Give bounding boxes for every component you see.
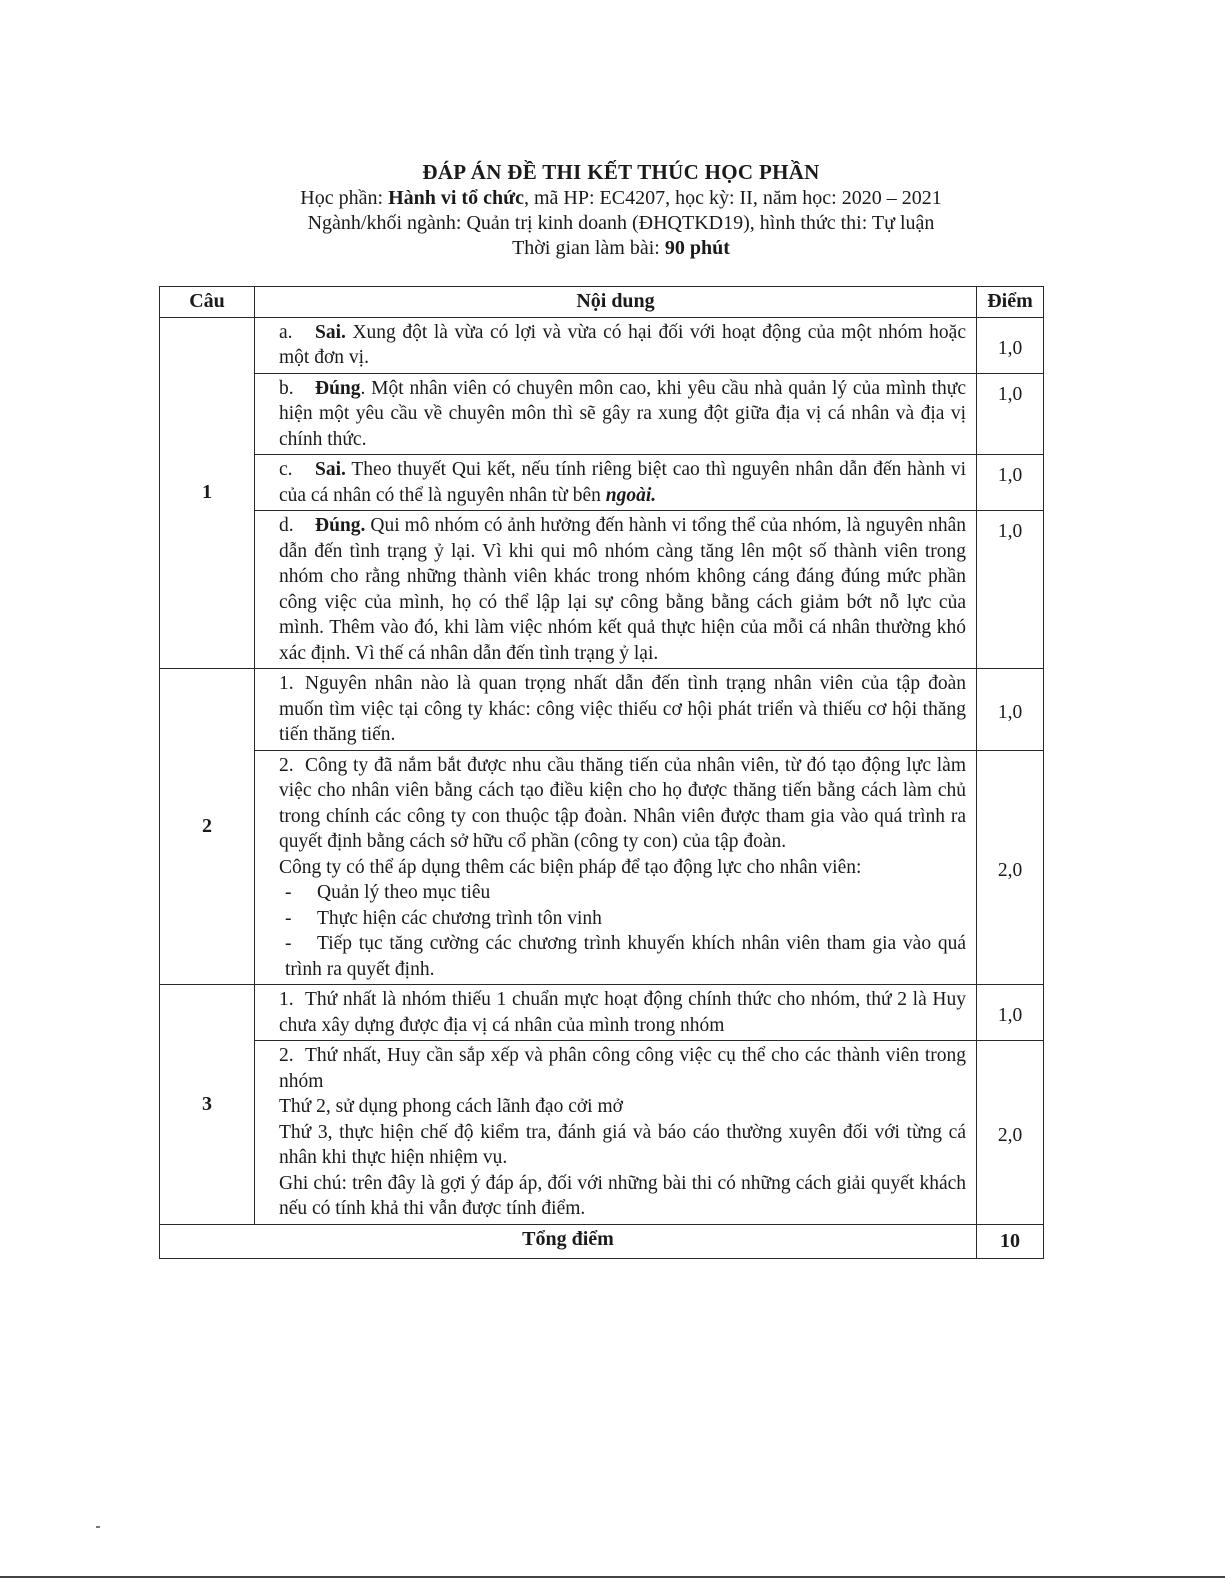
header-score: Điểm bbox=[977, 287, 1044, 318]
total-row bbox=[160, 1224, 1044, 1259]
answer-content: 1. Nguyên nhân nào là quan trọng nhất dẫn đến tình trạng nhân viên của tập đoàn muốn tìm việc tại công ty khác: công việc thiếu cơ hội phát triển và thiếu cơ hội thăng tiến thăng tiến. bbox=[255, 669, 977, 751]
time-value: 90 phút bbox=[664, 237, 730, 259]
major-line: Ngành/khối ngành: Quản trị kinh doanh (ĐHQTKD19), hình thức thi: Tự luận bbox=[307, 212, 935, 234]
answer-content: 2. Thứ nhất, Huy cần sắp xếp và phân công công việc cụ thể cho các thành viên trong nhóm Thứ 2, sử dụng phong cách lãnh đạo cởi mở Thứ 3, thực hiện chế độ kiểm tra, đánh giá và báo cáo thường xuyên đối với từng cá nhân khi thực hiện nhiệm vụ. Ghi chú: trên đây là gợi ý đáp áp, đối với những bài thi có những cách giải quyết khách nếu có tính khả thi vẫn được tính điểm. bbox=[255, 1041, 977, 1225]
question-number: 2 bbox=[160, 669, 255, 985]
answer-score: 1,0 bbox=[977, 373, 1044, 455]
header-question: Câu bbox=[160, 287, 255, 318]
course-name: Hành vi tổ chức bbox=[388, 187, 524, 209]
course-prefix: Học phần: bbox=[300, 187, 389, 209]
answer-content: c. Sai. Theo thuyết Qui kết, nếu tính riêng biệt cao thì nguyên nhân dẫn đến hành vi của cá nhân có thể là nguyên nhân từ bên ngoài. bbox=[255, 455, 977, 511]
table-header-row bbox=[160, 287, 1044, 318]
total-label: Tổng điểm bbox=[160, 1224, 977, 1259]
answer-note: Ghi chú: trên đây là gợi ý đáp áp, đối với những bài thi có những cách giải quyết khách nếu có tính khả thi vẫn được tính điểm. bbox=[279, 1172, 966, 1219]
scan-mark bbox=[96, 1526, 100, 1528]
document-header bbox=[160, 158, 1082, 261]
answer-score: 1,0 bbox=[977, 669, 1044, 751]
answer-content: 1. Thứ nhất là nhóm thiếu 1 chuẩn mực hoạt động chính thức cho nhóm, thứ 2 là Huy chưa xây dựng được địa vị cá nhân của mình trong nhóm bbox=[255, 985, 977, 1041]
question-number: 3 bbox=[160, 985, 255, 1225]
answer-score: 1,0 bbox=[977, 317, 1044, 373]
table-row bbox=[160, 455, 1044, 511]
answer-content: d. Đúng. Qui mô nhóm có ảnh hưởng đến hành vi tổng thể của nhóm, là nguyên nhân dẫn đến tình trạng ỷ lại. Vì khi qui mô nhóm càng tăng lên một số thành viên trong nhóm cho rằng những thành viên khác trong nhóm không cáng đáng đúng mức phần công việc của mình, họ có thể lập lại sự công bằng bằng cách giảm bớt nỗ lực của mình. Thêm vào đó, khi làm việc nhóm kết quả thực hiện của mỗi cá nhân thường khó xác định. Vì thế cá nhân dẫn đến tình trạng ỷ lại. bbox=[255, 511, 977, 669]
answer-score: 1,0 bbox=[977, 455, 1044, 511]
table-row bbox=[160, 669, 1044, 751]
list-item: - Tiếp tục tăng cường các chương trình khuyến khích nhân viên tham gia vào quá trình ra quyết định. bbox=[285, 933, 966, 980]
answer-score: 2,0 bbox=[977, 1041, 1044, 1225]
table-row bbox=[160, 317, 1044, 373]
table-row bbox=[160, 750, 1044, 985]
answer-table bbox=[159, 286, 1044, 1259]
answer-extra: Công ty có thể áp dụng thêm các biện pháp để tạo động lực cho nhân viên: bbox=[279, 856, 862, 878]
table-row bbox=[160, 373, 1044, 455]
scan-bottom-edge bbox=[0, 1576, 1225, 1578]
list-item: - Thực hiện các chương trình tôn vinh bbox=[285, 907, 602, 929]
table-row bbox=[160, 985, 1044, 1041]
document-title: ĐÁP ÁN ĐỀ THI KẾT THÚC HỌC PHẦN bbox=[422, 160, 820, 184]
time-prefix: Thời gian làm bài: bbox=[512, 237, 665, 259]
table-row bbox=[160, 1041, 1044, 1225]
question-number: 1 bbox=[160, 317, 255, 669]
list-item: - Quản lý theo mục tiêu bbox=[285, 882, 491, 903]
course-details: , mã HP: EC4207, học kỳ: II, năm học: 2020 – 2021 bbox=[523, 187, 942, 209]
answer-content: b. Đúng. Một nhân viên có chuyên môn cao, khi yêu cầu nhà quản lý của mình thực hiện một yêu cầu về chuyên môn thì sẽ gây ra xung đột giữa địa vị cá nhân và địa vị chính thức. bbox=[255, 373, 977, 455]
header-content: Nội dung bbox=[255, 287, 977, 318]
answer-content: a. Sai. Xung đột là vừa có lợi và vừa có hại đối với hoạt động của một nhóm hoặc một đơn vị. bbox=[255, 317, 977, 373]
answer-score: 1,0 bbox=[977, 985, 1044, 1041]
time-line bbox=[160, 236, 1082, 261]
total-score: 10 bbox=[977, 1224, 1044, 1259]
answer-content: 2. Công ty đã nắm bắt được nhu cầu thăng tiến của nhân viên, từ đó tạo động lực làm việc cho nhân viên bằng cách tạo điều kiện cho họ được thăng tiến bằng cách làm chủ trong chính các công ty con thuộc tập đoàn. Nhân viên được tham gia vào quá trình ra quyết định bằng cách sở hữu cổ phần (công ty con) của tập đoàn. Công ty có thể áp dụng thêm các biện pháp để tạo động lực cho nhân viên: - Quản lý theo mục tiêu - Thực hiện các chương trình tôn vinh - Tiếp tục tăng cường các chương trình khuyến khích nhân viên tham gia vào quá trình ra quyết định. bbox=[255, 750, 977, 985]
course-line bbox=[160, 186, 1082, 211]
answer-score: 2,0 bbox=[977, 750, 1044, 985]
table-row bbox=[160, 511, 1044, 669]
answer-score: 1,0 bbox=[977, 511, 1044, 669]
